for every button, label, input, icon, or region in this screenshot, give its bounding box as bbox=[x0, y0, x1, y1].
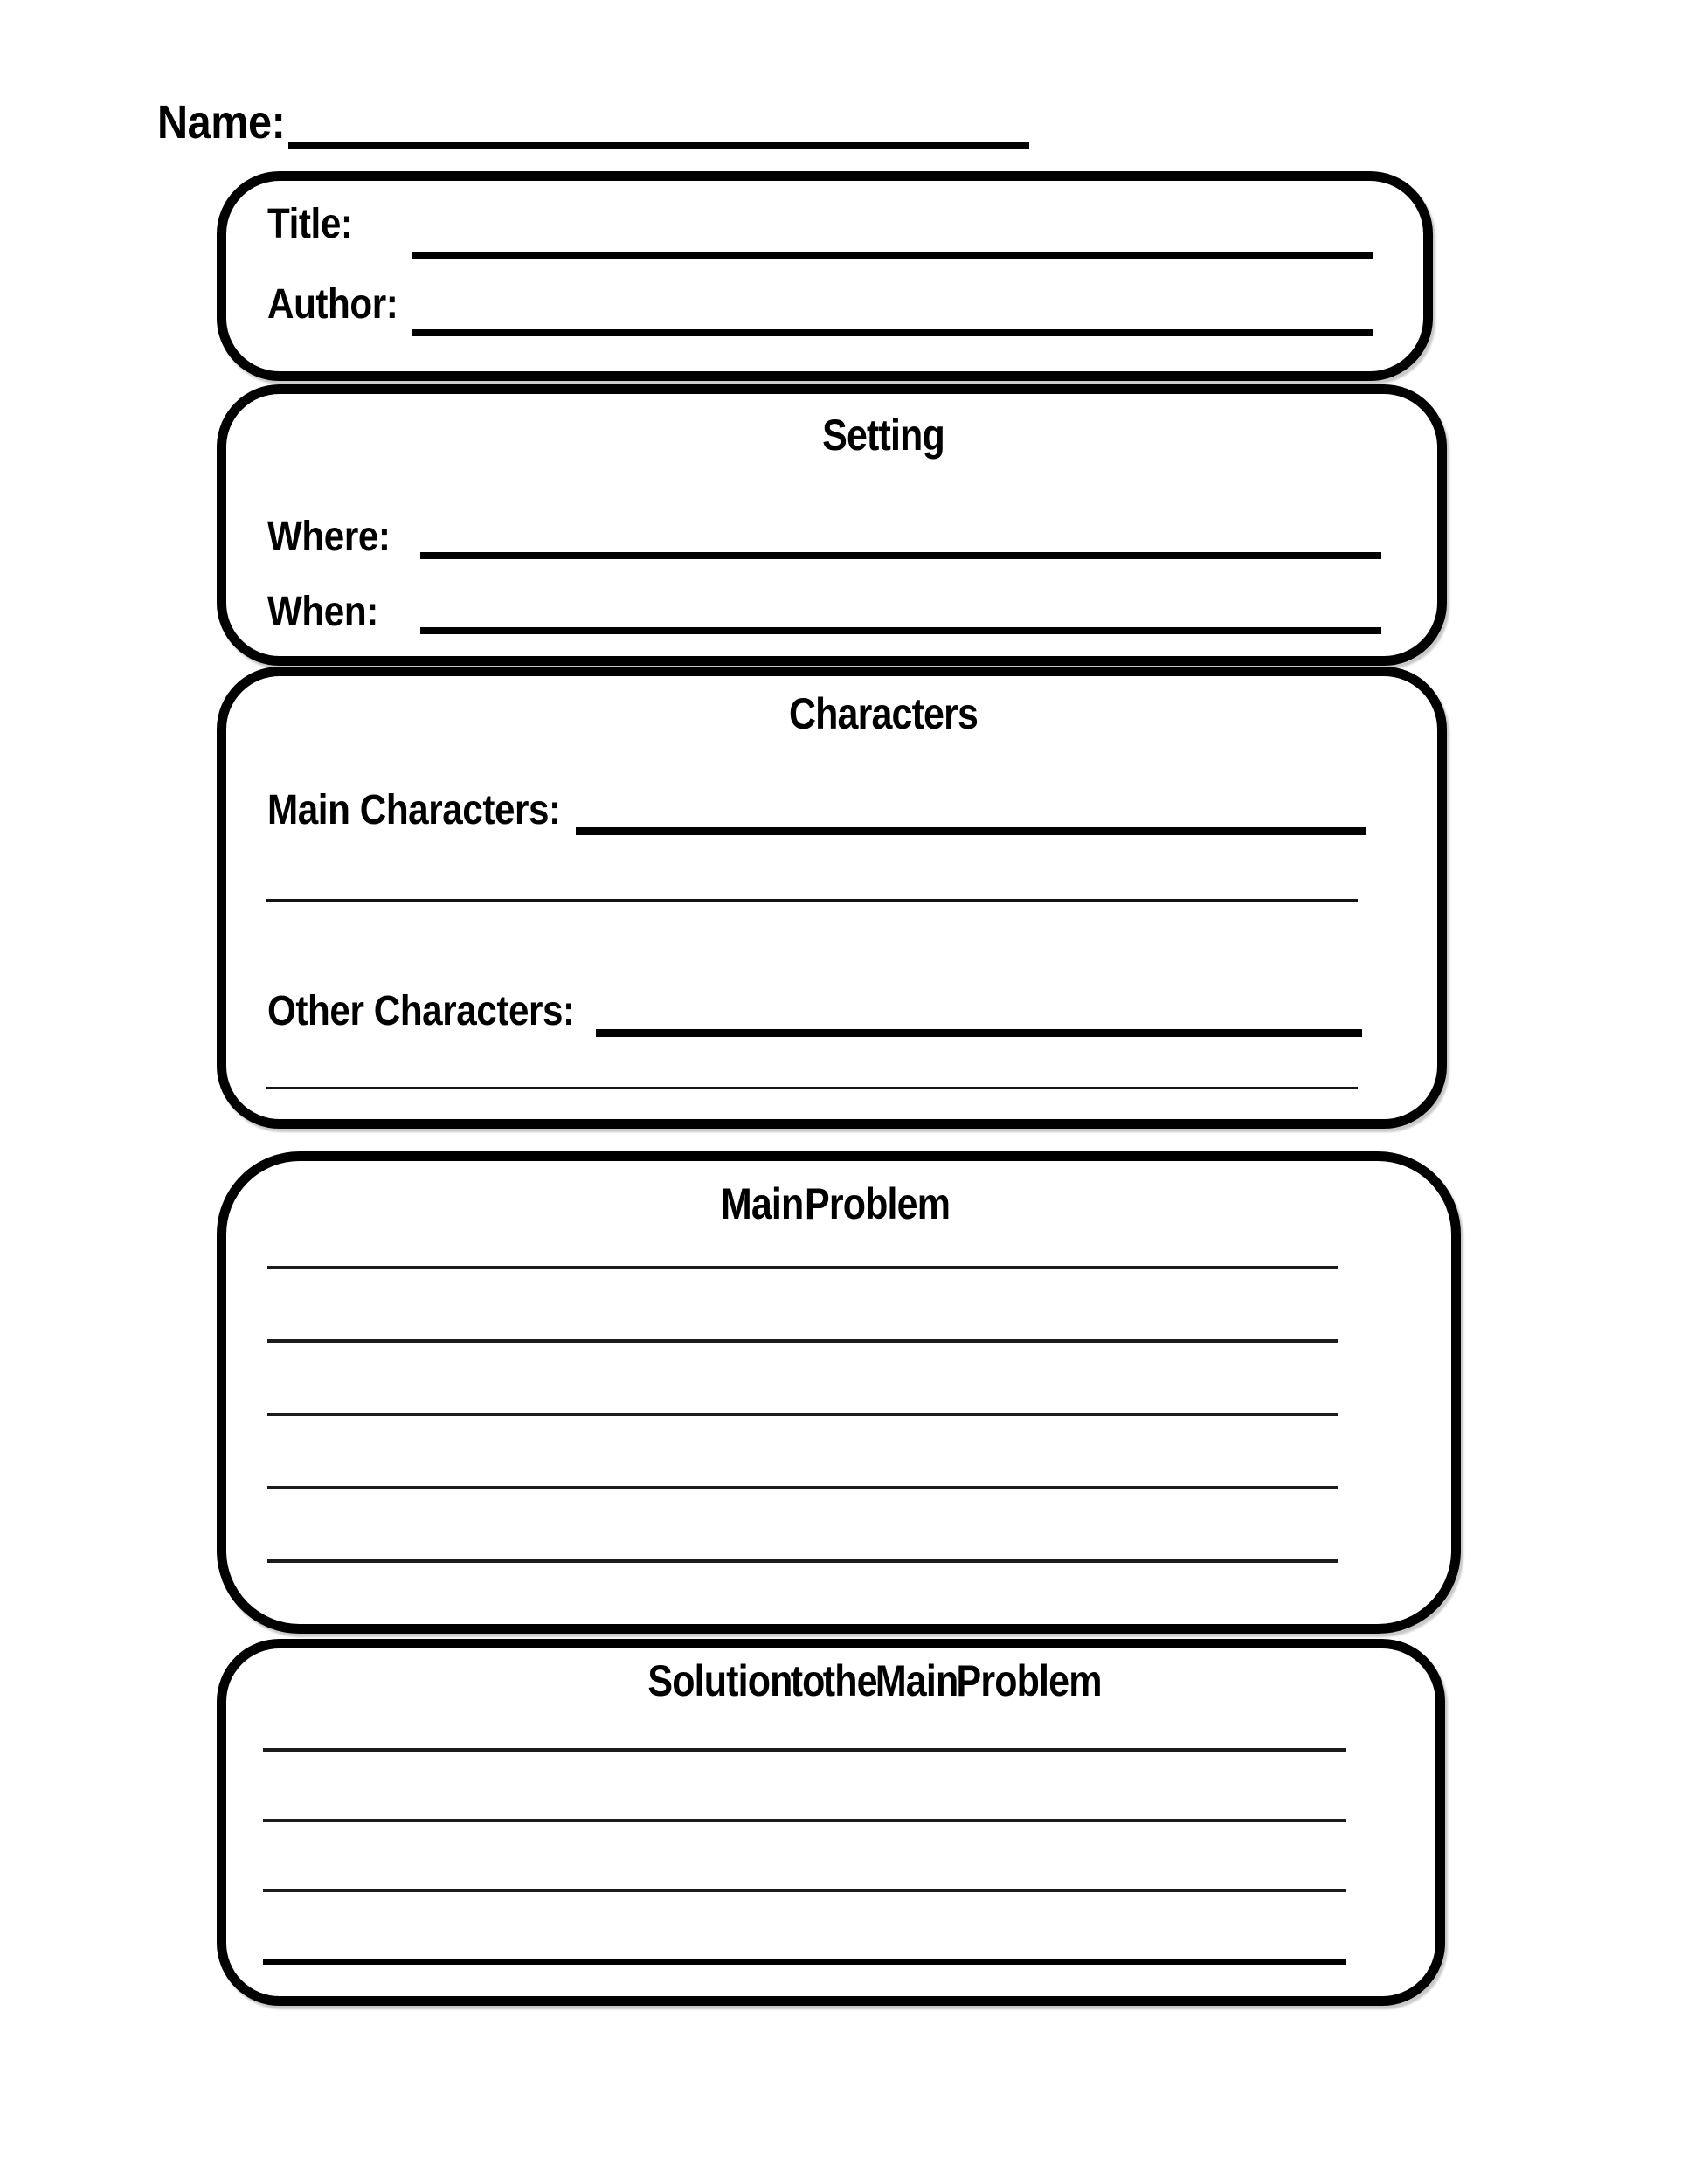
main-problem-writing-line[interactable] bbox=[267, 1559, 1338, 1563]
solution-writing-line[interactable] bbox=[263, 1889, 1346, 1892]
main-problem-writing-line[interactable] bbox=[267, 1266, 1338, 1269]
characters-heading: Characters bbox=[788, 689, 979, 738]
main-characters-label: Main Characters: bbox=[267, 787, 561, 833]
main-problem-writing-line[interactable] bbox=[267, 1339, 1338, 1343]
setting-box bbox=[217, 384, 1447, 666]
author-label: Author: bbox=[267, 281, 398, 328]
solution-writing-line[interactable] bbox=[263, 1819, 1346, 1822]
main-characters-input-line[interactable] bbox=[576, 827, 1366, 835]
solution-heading: Solution to the Main Problem bbox=[647, 1656, 1102, 1705]
main-problem-writing-line[interactable] bbox=[267, 1413, 1338, 1416]
title-author-box bbox=[217, 171, 1433, 381]
solution-box bbox=[217, 1639, 1445, 2006]
other-characters-input-line[interactable] bbox=[596, 1029, 1362, 1037]
where-input-line[interactable] bbox=[420, 552, 1381, 559]
when-input-line[interactable] bbox=[420, 627, 1381, 634]
where-label: Where: bbox=[267, 514, 391, 560]
solution-lines bbox=[263, 1748, 1346, 1965]
when-label: When: bbox=[267, 589, 378, 635]
solution-writing-line[interactable] bbox=[263, 1748, 1346, 1752]
main-problem-heading: Main Problem bbox=[720, 1179, 951, 1228]
main-problem-writing-line[interactable] bbox=[267, 1486, 1338, 1489]
solution-writing-line[interactable] bbox=[263, 1959, 1346, 1965]
characters-box bbox=[217, 667, 1447, 1129]
name-input-line[interactable] bbox=[288, 142, 1029, 149]
setting-heading: Setting bbox=[822, 411, 944, 460]
author-input-line[interactable] bbox=[412, 329, 1373, 336]
title-input-line[interactable] bbox=[412, 252, 1373, 259]
other-characters-extra-line[interactable] bbox=[266, 1087, 1358, 1089]
name-label: Name: bbox=[157, 96, 286, 149]
main-problem-lines bbox=[267, 1266, 1338, 1563]
title-label: Title: bbox=[267, 201, 353, 247]
main-problem-box bbox=[217, 1151, 1461, 1634]
other-characters-label: Other Characters: bbox=[267, 988, 575, 1034]
main-characters-extra-line[interactable] bbox=[266, 899, 1358, 902]
